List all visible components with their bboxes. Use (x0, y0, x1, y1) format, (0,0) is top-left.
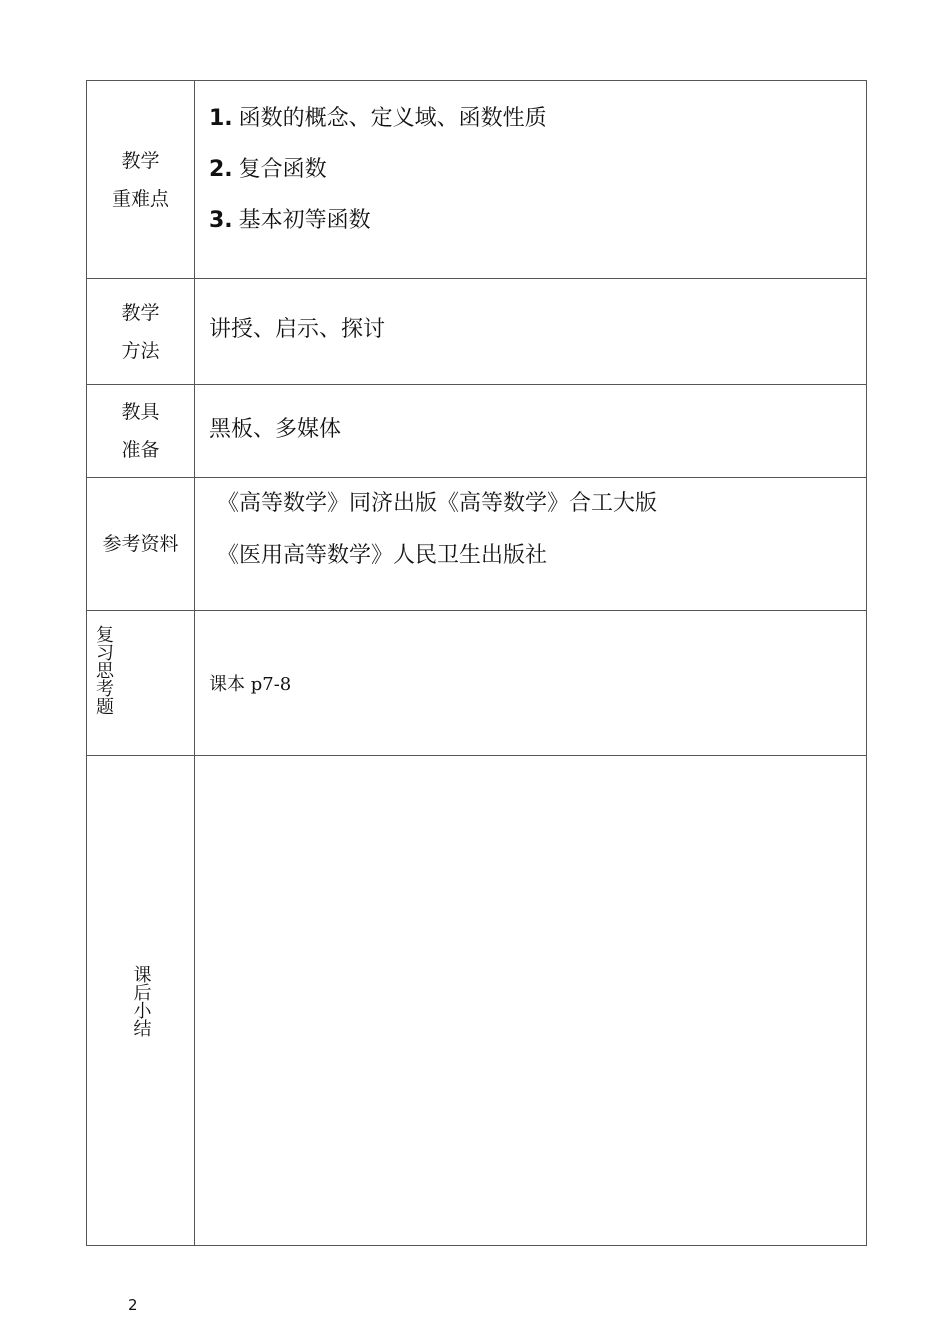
item-number: 3. (209, 208, 233, 233)
review-content (195, 611, 867, 756)
summary-content (195, 756, 867, 1246)
reference-line: 《高等数学》同济出版《高等数学》合工大版 (217, 491, 658, 516)
methods-label-line2: 方法 (121, 339, 160, 362)
key-points-label-line2: 重难点 (111, 187, 169, 210)
tools-text: 黑板、多媒体 (209, 416, 342, 442)
key-points-row (87, 81, 867, 279)
methods-content (195, 279, 867, 385)
references-label (87, 478, 195, 611)
summary-label-text: 课后小结 (130, 964, 152, 1037)
methods-text: 讲授、启示、探讨 (209, 317, 386, 342)
reference-line: 《医用高等数学》人民卫生出版社 (217, 543, 548, 568)
page-number: 2 (128, 1296, 138, 1314)
key-points-content (195, 81, 867, 279)
item-number: 1. (209, 106, 233, 131)
item-text: 复合函数 (238, 157, 327, 182)
methods-row (87, 279, 867, 385)
summary-label (87, 756, 195, 1246)
tools-label-line1: 教具 (121, 401, 160, 423)
methods-label (87, 279, 195, 385)
tools-label-line2: 准备 (121, 439, 160, 461)
review-label (87, 611, 195, 756)
tools-content (195, 385, 867, 478)
item-text: 基本初等函数 (238, 208, 371, 233)
tools-label (87, 385, 195, 478)
references-row (87, 478, 867, 611)
lesson-plan-table (86, 80, 867, 1246)
key-points-list (209, 93, 866, 246)
key-points-label-line1: 教学 (121, 149, 160, 172)
list-item (209, 144, 866, 195)
review-row (87, 611, 867, 756)
list-item (209, 93, 866, 144)
review-label-text: 复习思考题 (93, 625, 114, 715)
references-content (195, 478, 867, 611)
references-label-text: 参考资料 (102, 533, 179, 555)
review-text: 课本 p7-8 (209, 674, 292, 695)
item-text: 函数的概念、定义域、函数性质 (238, 106, 547, 131)
list-item (209, 195, 866, 246)
tools-row (87, 385, 867, 478)
item-number: 2. (209, 157, 233, 182)
key-points-label (87, 81, 195, 279)
summary-row (87, 756, 867, 1246)
methods-label-line1: 教学 (121, 301, 160, 324)
